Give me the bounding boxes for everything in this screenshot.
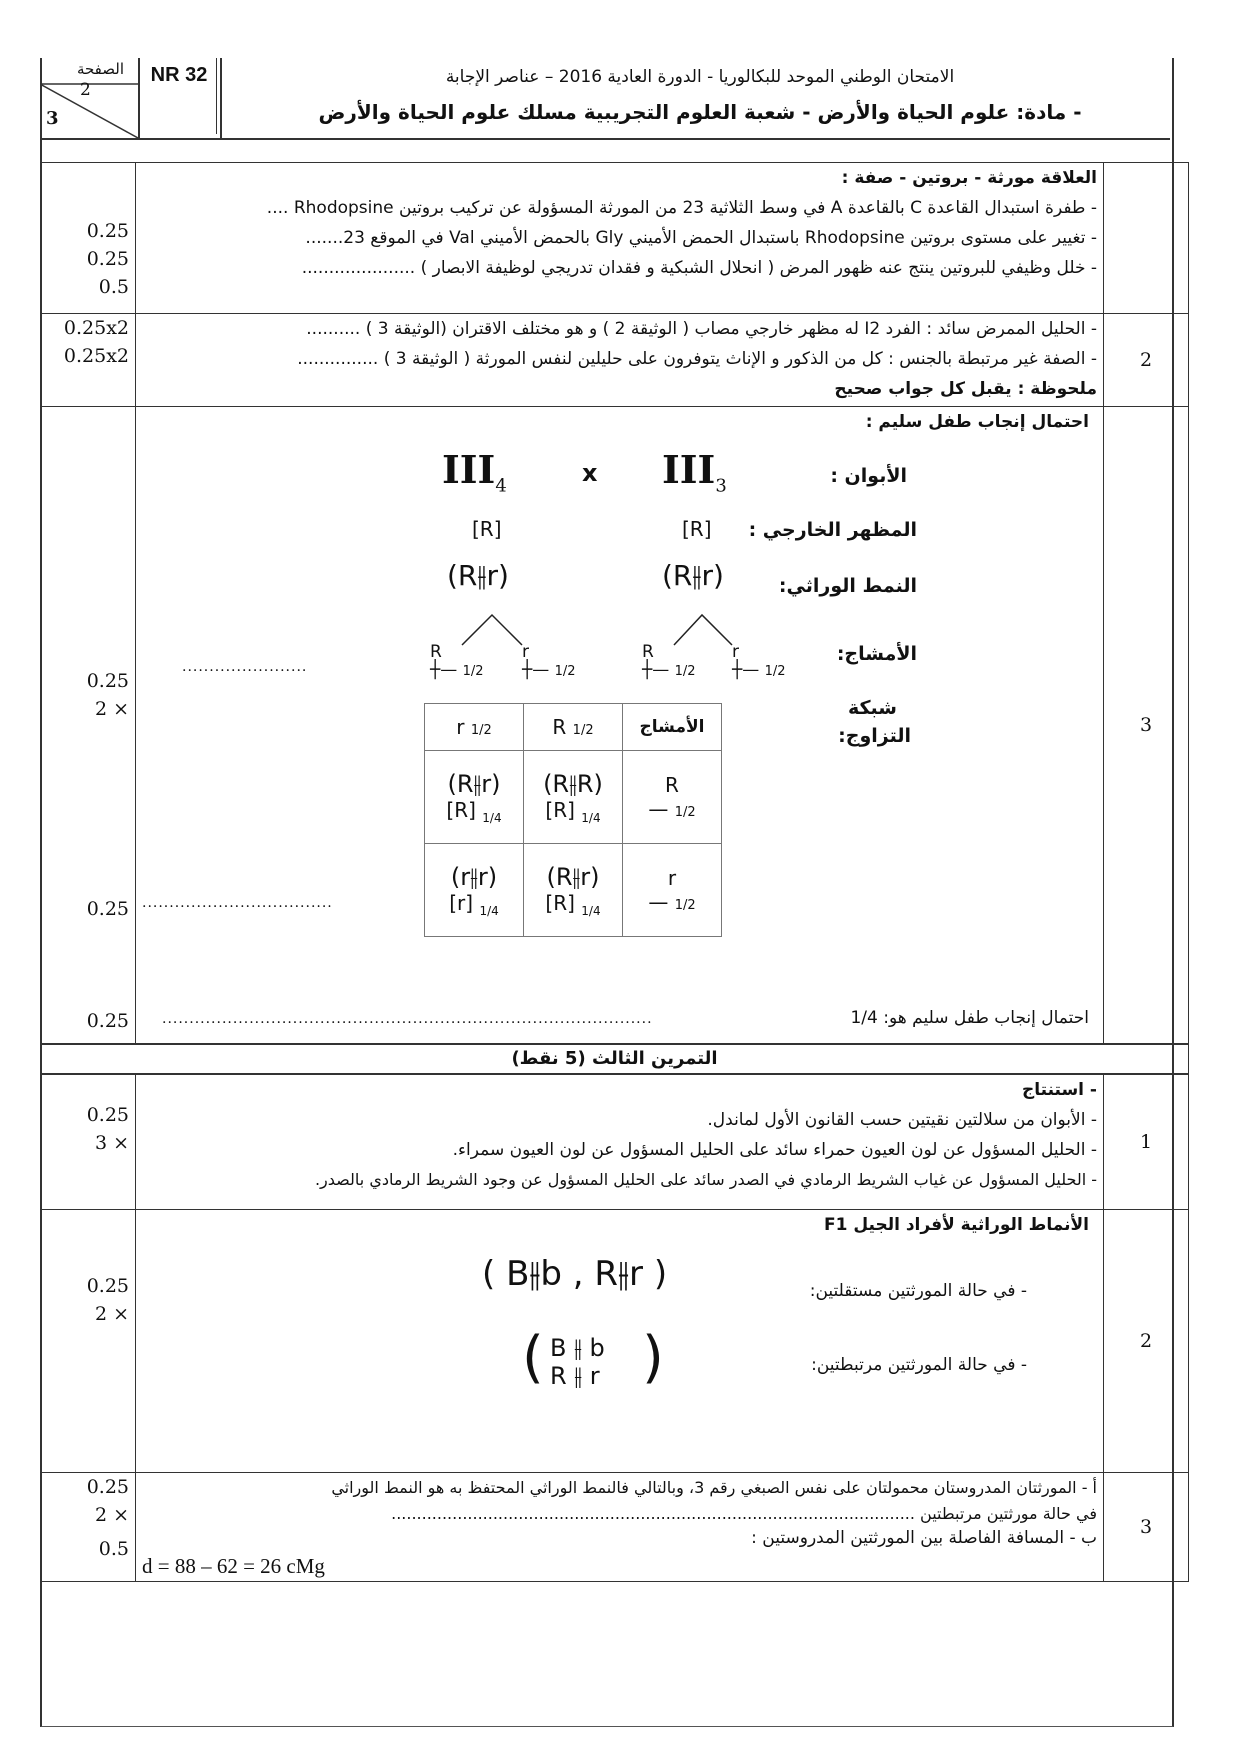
grid-cell: (R⫲r) [R] $_{1/4}$ [524, 844, 623, 937]
gamete-r-left: r ┼— 1/2 [522, 642, 576, 680]
exercise3-title: التمرين الثالث (5 نقط) [41, 1044, 1189, 1074]
grid-corner: الأمشاج [623, 704, 722, 751]
cross-sign: x [582, 459, 598, 487]
page-number: 2 [80, 80, 91, 100]
q2-content [136, 314, 1104, 407]
q1-scores: 0.25 0.25 0.5 [41, 163, 136, 314]
e2-row [41, 1210, 1189, 1473]
dots: .......................................................................................... [162, 1011, 653, 1027]
answer-grid [40, 162, 1189, 1582]
genotype-independent: ( B⫲b , R⫲r ) [482, 1254, 668, 1294]
q1-number [1104, 163, 1189, 314]
q3-heading: احتمال إنجاب طفل سليم : [865, 412, 1089, 432]
gametes-label: الأمشاج: [836, 643, 917, 665]
genotype-linked-paren-left: ( [522, 1325, 544, 1390]
genotype-linked-paren-right: ) [642, 1325, 664, 1390]
genotype-label: النمط الوراثي: [778, 575, 917, 597]
phenotype-left: [R] [472, 517, 502, 541]
e1-heading: - استنتاج [1022, 1080, 1097, 1100]
q2-note: ملحوظة : يقبل كل جواب صحيح [834, 379, 1097, 399]
genotype-right: (R⫲r) [662, 559, 724, 592]
grid-row-gamete-r: r — 1/2 [623, 844, 722, 937]
q1-row [41, 163, 1189, 314]
grid-header-R: R 1/2 [524, 704, 623, 751]
e3-line-a2: في حالة مورثتين مرتبطتين ....................................................................................................... [391, 1504, 1097, 1523]
e2-case1: - في حالة المورثتين مستقلتين: [809, 1281, 1027, 1301]
distance-formula: d = 88 – 62 = 26 cMg [142, 1554, 325, 1578]
e2-scores: 0.25 2 × [41, 1210, 136, 1473]
parents-label: الأبوان : [830, 465, 907, 487]
gamete-R-left: R ┼— 1/2 [430, 642, 484, 680]
grid-cell: (R⫲r) [R] $_{1/4}$ [425, 751, 524, 844]
dots: ................................... [142, 895, 333, 911]
header-title-line2: - مادة: علوم الحياة والأرض - شعبة العلوم التجريبية مسلك علوم الحياة والأرض [318, 100, 1082, 124]
grid-row-gamete-R: R — 1/2 [623, 751, 722, 844]
e1-number: 1 [1104, 1074, 1189, 1210]
e2-case2: - في حالة المورثتين مرتبطتين: [811, 1355, 1027, 1375]
e1-line: - الحليل المسؤول عن لون العيون حمراء سائد على الحليل المسؤول عن لون العيون سمراء. [452, 1140, 1097, 1160]
e1-line: - الأبوان من سلالتين نقيتين حسب القانون الأول لماندل. [707, 1110, 1097, 1130]
genotype-linked: B ⫲ b R ⫲ r [550, 1334, 605, 1390]
e3-row [41, 1473, 1189, 1582]
grid-cell: (r⫲r) [r] $_{1/4}$ [425, 844, 524, 937]
e2-number: 2 [1104, 1210, 1189, 1473]
gamete-r-right: r ┼— 1/2 [732, 642, 786, 680]
exam-code: NR 32 [138, 58, 222, 138]
grid-cell: (R⫲R) [R] $_{1/4}$ [524, 751, 623, 844]
q1-line: - طفرة استبدال القاعدة C بالقاعدة A في وسط الثلاثية 23 من المورثة المسؤولة عن تركيب بروتين Rhodopsine .... [266, 198, 1097, 218]
e1-content [136, 1074, 1104, 1210]
q3-result: احتمال إنجاب طفل سليم هو: 1/4 [850, 1008, 1089, 1028]
parent-iii4: $III_4$ [442, 447, 507, 497]
parent-iii3: $III_3$ [662, 447, 727, 497]
e1-row [41, 1074, 1189, 1210]
q2-line: - الصفة غير مرتبطة بالجنس : كل من الذكور و الإناث يتوفرون على حليلين لنفس المورثة ( الوثيقة 3 ) ............... [297, 349, 1097, 369]
q3-row [41, 407, 1189, 1045]
genotype-left: (R⫲r) [447, 559, 509, 592]
q1-content [136, 163, 1104, 314]
e2-content [136, 1210, 1104, 1473]
e3-line-a: أ - المورثتان المدروستان محمولتان على نفس الصبغي رقم 3، وبالتالي فالنمط الوراثي المحتفظ به هو النمط الوراثي [331, 1478, 1097, 1497]
cross-grid-label-2: التزاوج: [838, 725, 911, 747]
q1-line: - خلل وظيفي للبروتين ينتج عنه ظهور المرض ( انحلال الشبكية و فقدان تدريجي لوظيفة الابصار ) ..................... [301, 258, 1097, 278]
q1-heading: العلاقة مورثة - بروتين - صفة : [841, 168, 1097, 188]
page-label: الصفحة [76, 60, 124, 78]
header-title-line1: الامتحان الوطني الموحد للبكالوريا - الدورة العادية 2016 – عناصر الإجابة [445, 67, 955, 87]
q1-line: - تغيير على مستوى بروتين Rhodopsine باستبدال الحمض الأميني Gly بالحمض الأميني Val في الموقع 23....... [305, 228, 1097, 248]
q2-scores: 0.25x2 0.25x2 [41, 314, 136, 407]
e3-line-b: ب - المسافة الفاصلة بين المورثتين المدروستين : [751, 1528, 1097, 1548]
e3-number: 3 [1104, 1473, 1189, 1582]
e3-content [136, 1473, 1104, 1582]
q2-line: - الحليل الممرض سائد : الفرد I2 له مظهر خارجي مصاب ( الوثيقة 2 ) و هو مختلف الاقتران (الوثيقة 3 ) .......... [306, 319, 1097, 339]
e1-line: - الحليل المسؤول عن غياب الشريط الرمادي في الصدر سائد على الحليل المسؤول عن وجود الشريط الرمادي بالصدر. [314, 1170, 1097, 1189]
q3-scores: 0.25 2 × 0.25 0.25 [41, 407, 136, 1045]
q2-number: 2 [1104, 314, 1189, 407]
phenotype-label: المظهر الخارجي : [748, 519, 917, 541]
q3-number: 3 [1104, 407, 1189, 1045]
e3-scores: 0.25 2 × 0.5 [41, 1473, 136, 1582]
gamete-R-right: R ┼— 1/2 [642, 642, 696, 680]
dots: ....................... [182, 659, 308, 675]
cross-grid-label: شبكة [847, 697, 897, 719]
page-total: 3 [46, 108, 59, 129]
exercise3-title-row [41, 1044, 1189, 1074]
e2-heading: الأنماط الوراثية لأفراد الجيل F1 [823, 1215, 1089, 1235]
phenotype-right: [R] [682, 517, 712, 541]
q3-content [136, 407, 1104, 1045]
punnett-square [424, 703, 722, 937]
e1-scores: 0.25 3 × [41, 1074, 136, 1210]
grid-header-r: r 1/2 [425, 704, 524, 751]
q2-row [41, 314, 1189, 407]
